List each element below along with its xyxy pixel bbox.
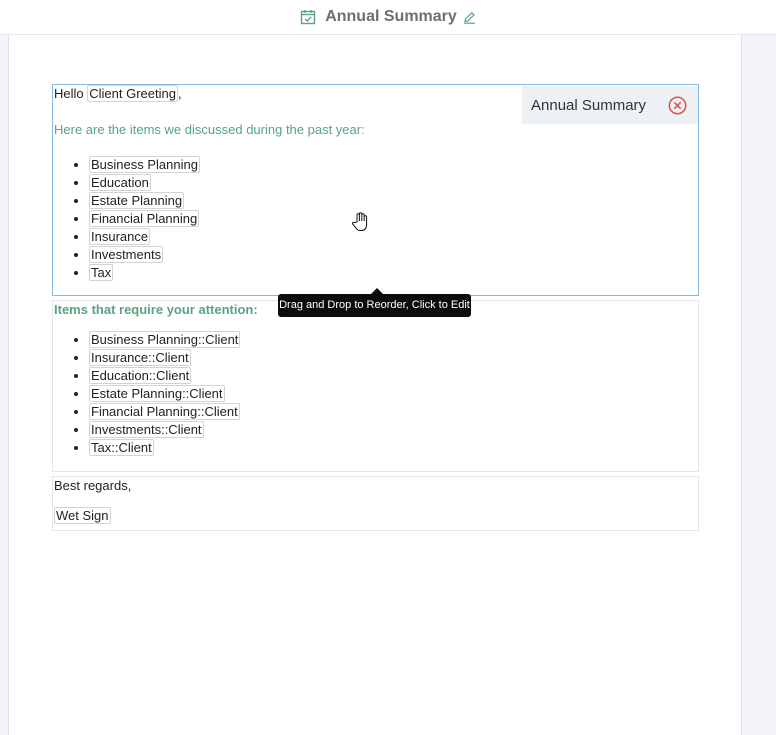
list-item: [89, 421, 240, 439]
item-token[interactable]: Investments: [91, 247, 162, 262]
item-token[interactable]: Financial Planning::Client: [91, 404, 238, 419]
item-token[interactable]: Insurance: [91, 229, 149, 244]
pencil-icon[interactable]: [463, 11, 476, 24]
list-item: [89, 349, 240, 367]
list-item: [89, 156, 200, 174]
right-panel-strip: [742, 35, 776, 730]
closing-block[interactable]: [52, 476, 699, 531]
greeting-prefix: Hello: [54, 86, 84, 101]
list-item: [89, 192, 200, 210]
list-item: [89, 331, 240, 349]
greeting-suffix: ,: [177, 86, 182, 101]
list-item: [89, 367, 240, 385]
closing-text: Best regards,: [54, 478, 132, 493]
signature-line: [54, 507, 111, 525]
calendar-check-icon: [300, 9, 316, 25]
item-token[interactable]: Financial Planning: [91, 211, 198, 226]
document-page: [8, 35, 742, 735]
drag-reorder-tooltip: Drag and Drop to Reorder, Click to Edit: [278, 294, 471, 317]
list-item: [89, 439, 240, 457]
list-item: [89, 403, 240, 421]
greeting-block[interactable]: [52, 84, 699, 296]
document-title: Annual Summary: [325, 8, 457, 25]
discussed-items-list: [53, 156, 200, 282]
attention-heading: Items that require your attention:: [54, 302, 258, 317]
item-token[interactable]: Estate Planning: [91, 193, 183, 208]
list-item: [89, 210, 200, 228]
top-bar: [0, 0, 776, 35]
section-label-panel: [522, 86, 698, 124]
greeting-line: [54, 85, 182, 103]
client-greeting-token[interactable]: Client Greeting: [89, 86, 176, 101]
item-token[interactable]: Education::Client: [91, 368, 190, 383]
item-token[interactable]: Business Planning: [91, 157, 198, 172]
item-token[interactable]: Business Planning::Client: [91, 332, 239, 347]
list-item: [89, 228, 200, 246]
close-circle-icon[interactable]: [668, 96, 687, 115]
hand-cursor-icon: [351, 212, 369, 232]
wet-sign-token[interactable]: Wet Sign: [56, 508, 109, 523]
section-label-title: Annual Summary: [531, 96, 647, 114]
item-token[interactable]: Tax: [91, 265, 112, 280]
attention-items-list: [53, 331, 240, 457]
item-token[interactable]: Insurance::Client: [91, 350, 189, 365]
item-token[interactable]: Estate Planning::Client: [91, 386, 223, 401]
intro-text: Here are the items we discussed during the past year:: [54, 122, 365, 137]
list-item: [89, 264, 200, 282]
item-token[interactable]: Education: [91, 175, 149, 190]
attention-block[interactable]: [52, 300, 699, 472]
item-token[interactable]: Investments::Client: [91, 422, 202, 437]
list-item: [89, 385, 240, 403]
list-item: [89, 246, 200, 264]
list-item: [89, 174, 200, 192]
item-token[interactable]: Tax::Client: [91, 440, 152, 455]
